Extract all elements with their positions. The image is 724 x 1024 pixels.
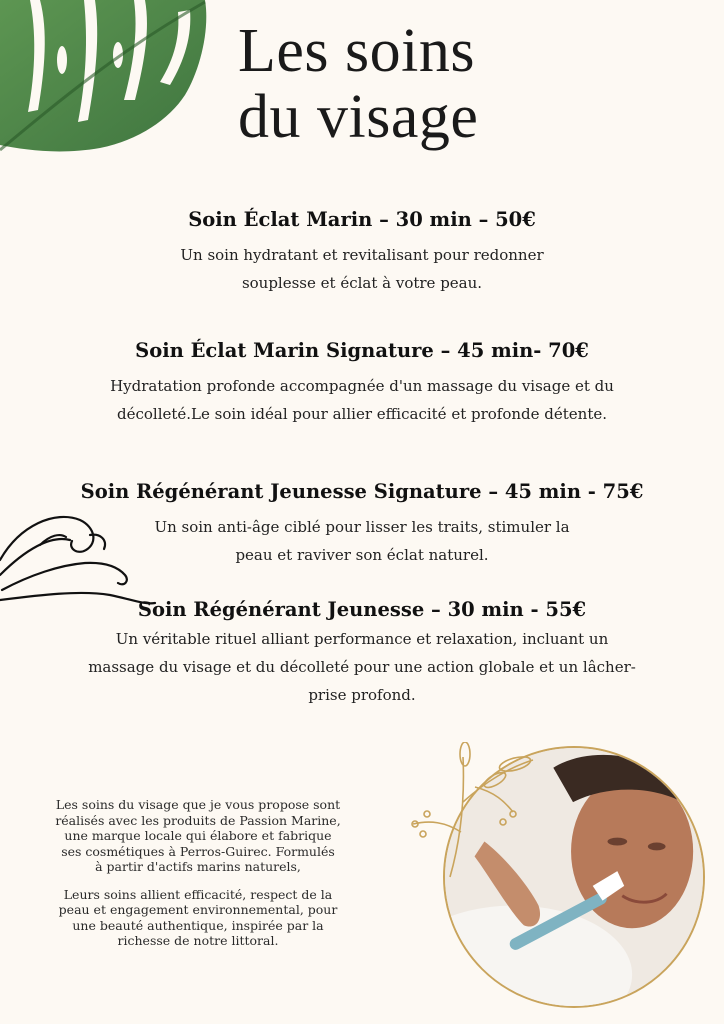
page-title-line2: du visage: [238, 83, 479, 151]
soin-description: [0, 372, 724, 428]
soin-title: Soin Régénérant Jeunesse Signature – 45 min - 75€: [80, 480, 644, 503]
soin-description-line: peau et raviver son éclat naturel.: [235, 546, 489, 564]
about-passion-marine: [28, 797, 368, 961]
soin-eclat-marin: [0, 207, 724, 297]
monstera-leaf-icon: [0, 0, 210, 155]
about-line: à partir d'actifs marins naturels,: [95, 859, 301, 874]
soin-title: Soin Régénérant Jeunesse – 30 min - 55€: [137, 598, 587, 621]
soin-description-line: souplesse et éclat à votre peau.: [241, 274, 483, 292]
page-title-line1: Les soins: [238, 17, 475, 85]
about-line: peau et engagement environnemental, pour: [58, 902, 338, 917]
soin-eclat-marin-signature: [0, 338, 724, 428]
soin-title: Soin Éclat Marin Signature – 45 min- 70€: [135, 339, 589, 362]
page-title: [238, 18, 568, 150]
soin-description-line: massage du visage et du décolleté pour une action globale et un lâcher-: [88, 658, 636, 676]
soin-description: [0, 241, 724, 297]
about-line: une marque locale qui élabore et fabrique: [64, 828, 332, 843]
soin-description: [0, 625, 724, 709]
soin-description-line: Hydratation profonde accompagnée d'un massage du visage et du: [110, 377, 614, 395]
golden-branch-icon: [405, 742, 555, 882]
about-line: réalisés avec les produits de Passion Marine,: [55, 812, 341, 828]
about-line: Les soins du visage que je vous propose sont: [55, 797, 341, 812]
about-line: Leurs soins allient efficacité, respect de la: [63, 886, 333, 902]
soin-description-line: prise profond.: [308, 686, 416, 704]
soin-description-line: décolleté.Le soin idéal pour allier efficacité et profonde détente.: [116, 405, 607, 423]
about-paragraph: [28, 797, 368, 875]
about-paragraph: [28, 887, 368, 949]
soin-description-line: Un véritable rituel alliant performance et relaxation, incluant un: [115, 630, 609, 648]
about-line: richesse de notre littoral.: [117, 933, 279, 948]
soin-description-line: Un soin hydratant et revitalisant pour redonner: [180, 246, 544, 264]
soin-title: Soin Éclat Marin – 30 min – 50€: [188, 208, 536, 231]
soin-regenerant-jeunesse: [0, 597, 724, 709]
soin-description-line: Un soin anti-âge ciblé pour lisser les traits, stimuler la: [154, 518, 570, 536]
about-line: ses cosmétiques à Perros-Guirec. Formulés: [61, 843, 335, 859]
facial-photo-frame: [405, 742, 705, 1012]
about-line: une beauté authentique, inspirée par la: [72, 917, 324, 933]
